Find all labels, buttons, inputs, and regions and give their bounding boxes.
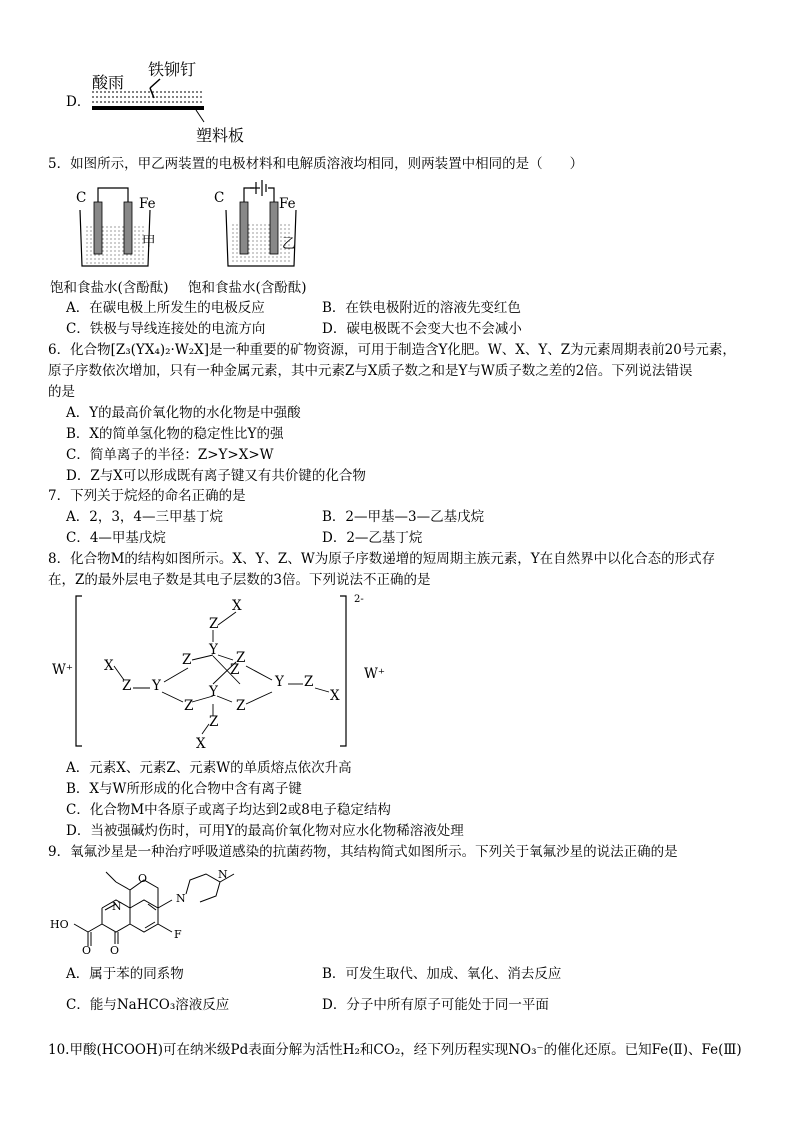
question-6-option-d[interactable]: D．Z与X可以形成既有离子键又有共价键的化合物 [66,468,366,484]
question-5-stem: 5．如图所示，甲乙两装置的电极材料和电解质溶液均相同，则两装置中相同的是（ ） [48,156,584,172]
cation-w-left: W⁺ [52,662,74,678]
cell-yi-name: 乙 [282,236,296,252]
atom-y-bottom: Y [209,684,218,700]
atom-y-right: Y [275,674,284,690]
piperazine-n2-label: N [218,868,228,881]
atom-z-right: Z [304,674,314,690]
question-6-option-a[interactable]: A．Y的最高价氧化物的水化物是中强酸 [66,405,301,421]
ketone-o-label: O [110,944,120,957]
question-8-stem-line1: 8．化合物M的结构如图所示。X、Y、Z、W为原子序数递增的短周期主族元素，Y在自然界中以化合态的形式存 [48,551,716,567]
question-6-option-b[interactable]: B．X的简单氢化物的稳定性比Y的强 [66,426,284,442]
question-6-stem-line1: 6．化合物[Z₃(YX₄)₂·W₂X]是一种重要的矿物资源，可用于制造含Y化肥。W、X、Y、Z为元素周期表前20号元素， [48,342,736,358]
question-5-option-d[interactable]: D．碳电极既不会变大也不会减小 [322,321,522,337]
question-8-option-a[interactable]: A．元素X、元素Z、元素W的单质熔点依次升高 [66,760,352,776]
atom-x-top: X [232,598,242,614]
question-6-stem-line2: 原子序数依次增加，只有一种金属元素，其中元素Z与X质子数之和是Y与W质子数之差的2倍。下列说法错误 [48,363,693,379]
cell-yi-solution-label: 饱和食盐水(含酚酞) [188,280,307,296]
fluoro-f-label: F [174,928,182,941]
question-9-option-c[interactable]: C．能与NaHCO₃溶液反应 [66,997,230,1013]
rivet-label: 铁铆钉 [148,60,197,79]
atom-z-left: Z [122,678,132,694]
hydroxyl-ho-label: HO [50,918,69,931]
question-8-option-d[interactable]: D．当被强碱灼伤时，可用Y的最高价氧化物对应水化物稀溶液处理 [66,823,464,839]
atom-x-left: X [104,658,114,674]
atom-z-bottom: Z [209,714,219,730]
question-10-stem: 10.甲酸(HCOOH)可在纳米级Pd表面分解为活性H₂和CO₂，经下列历程实现NO₃⁻的催化还原。已知Fe(Ⅱ)、Fe(Ⅲ) [48,1042,742,1058]
question-9-option-a[interactable]: A．属于苯的同系物 [66,966,184,982]
cell-jia-solution-label: 饱和食盐水(含酚酞) [50,280,169,296]
cell-jia-c-label: C [76,190,87,206]
question-5-option-a[interactable]: A．在碳电极上所发生的电极反应 [66,300,265,316]
atom-z-top: Z [209,616,219,632]
atom-z-upper-right: Z [236,650,246,666]
atom-x-bottom: X [196,736,206,752]
option-d-label: D． [66,94,91,110]
question-8-option-b[interactable]: B．X与W所形成的化合物中含有离子键 [66,781,302,797]
cation-w-right: W⁺ [364,666,386,682]
plastic-plate-label: 塑料板 [196,126,245,145]
question-5-option-c[interactable]: C．铁极与导线连接处的电流方向 [66,321,266,337]
question-7-option-d[interactable]: D．2—乙基丁烷 [322,530,423,546]
atom-x-right: X [330,688,340,704]
question-6-option-c[interactable]: C．简单离子的半径：Z>Y>X>W [66,447,274,463]
structure-m-bonds [70,592,370,757]
question-7-option-b[interactable]: B．2—甲基—3—乙基戊烷 [322,509,485,525]
question-9-stem: 9．氧氟沙星是一种治疗呼吸道感染的抗菌药物，其结构简式如图所示。下列关于氧氟沙星的说法正确的是 [48,844,678,860]
question-9-option-b[interactable]: B．可发生取代、加成、氧化、消去反应 [322,966,562,982]
atom-z-lower-left: Z [184,698,194,714]
cell-jia-fe-label: Fe [139,196,156,212]
question-7-option-c[interactable]: C．4—甲基戊烷 [66,530,166,546]
question-5-option-b[interactable]: B．在铁电极附近的溶液先变红色 [322,300,521,316]
atom-z-lower-right: Z [236,698,246,714]
cell-jia-name: 甲 [142,234,156,250]
atom-y-left: Y [152,678,161,694]
atom-y-top: Y [209,642,218,658]
acid-rain-label: 酸雨 [92,73,125,92]
ring-n-label: N [112,900,122,913]
question-8-stem-line2: 在，Z的最外层电子数是其电子层数的3倍。下列说法不正确的是 [48,572,431,588]
atom-z-center: Z [230,662,240,678]
oxazine-o-label: O [138,872,148,885]
question-9-option-d[interactable]: D．分子中所有原子可能处于同一平面 [322,997,549,1013]
question-7-option-a[interactable]: A．2，3，4—三甲基丁烷 [66,509,224,525]
piperazine-n1-label: N [176,892,186,905]
anion-charge-label: 2- [354,594,364,605]
cell-yi-c-label: C [214,190,225,206]
atom-z-upper-left: Z [182,652,192,668]
question-6-stem-line3: 的是 [48,384,75,400]
cell-yi-diagram [216,176,316,272]
cell-yi-fe-label: Fe [279,196,296,212]
question-7-stem: 7．下列关于烷烃的命名正确的是 [48,488,246,504]
question-8-option-c[interactable]: C．化合物M中各原子或离子均达到2或8电子稳定结构 [66,802,391,818]
acid-rain-plate-diagram [88,78,208,123]
carboxyl-o-label: O [82,944,92,957]
